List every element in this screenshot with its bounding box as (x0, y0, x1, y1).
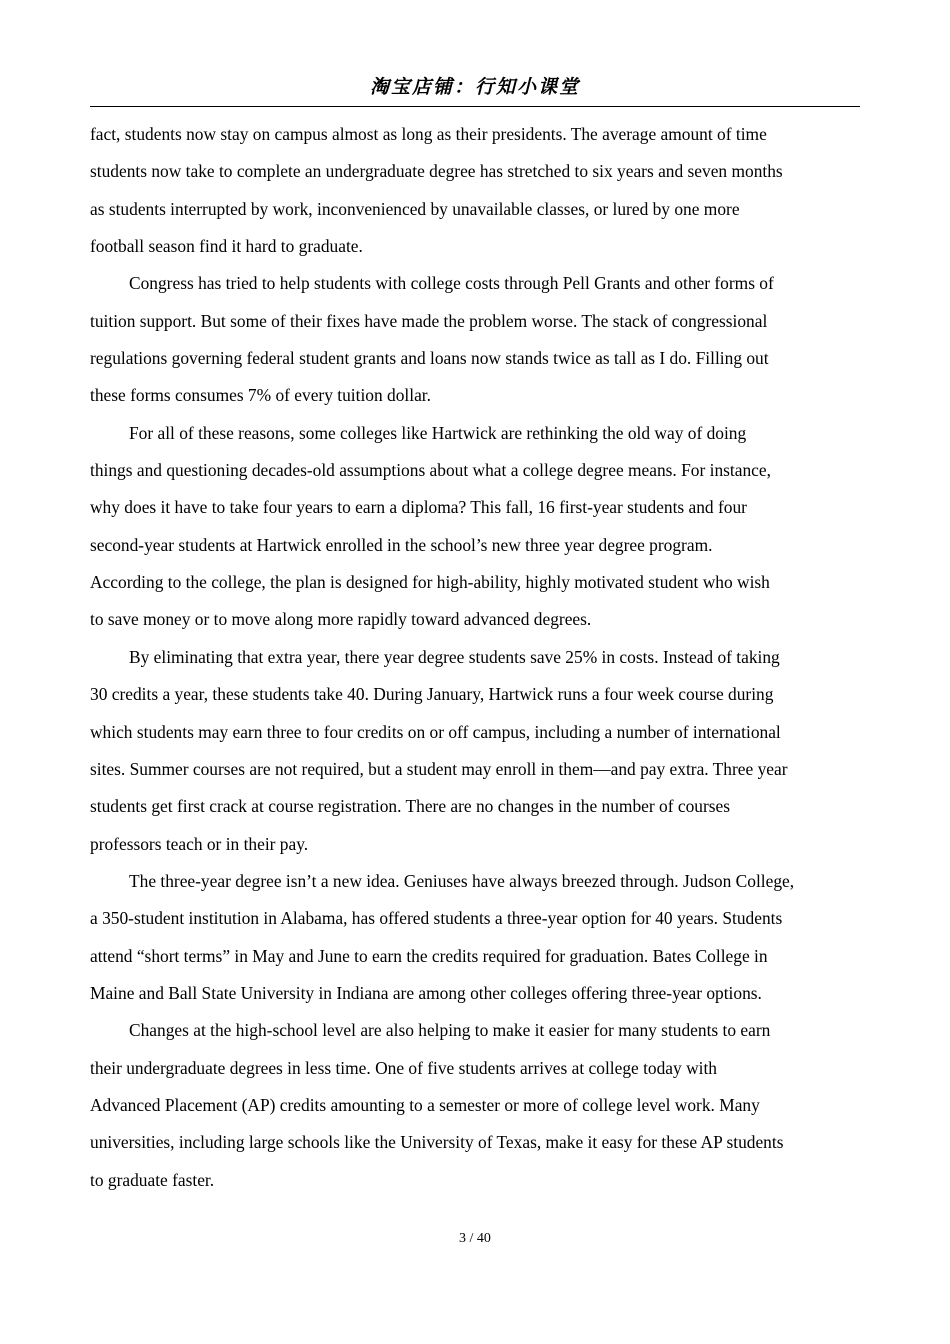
text-line: students now take to complete an undergraduate degree has stretched to six years and seven months (90, 161, 783, 182)
text-line: Changes at the high-school level are also helping to make it easier for many students to earn (129, 1020, 771, 1041)
page-number: 3 / 40 (459, 1231, 491, 1246)
text-line: sites. Summer courses are not required, but a student may enroll in them—and pay extra. Three year (90, 758, 788, 779)
text-line: The three-year degree isn’t a new idea. Geniuses have always breezed through. Judson College, (129, 870, 795, 891)
paragraph-2 (90, 265, 870, 414)
text-line: second-year students at Hartwick enrolled in the school’s new three year degree program. (90, 534, 713, 555)
text-line: football season find it hard to graduate. (90, 236, 363, 257)
text-line: why does it have to take four years to earn a diploma? This fall, 16 first-year students and four (90, 497, 747, 518)
paragraph-6 (90, 1012, 870, 1199)
text-line: 30 credits a year, these students take 40. During January, Hartwick runs a four week course during (90, 684, 774, 705)
text-line: By eliminating that extra year, there year degree students save 25% in costs. Instead of taking (129, 646, 780, 667)
text-line: For all of these reasons, some colleges like Hartwick are rethinking the old way of doing (129, 422, 747, 443)
header-divider (90, 106, 860, 107)
text-line: attend “short terms” in May and June to earn the credits required for graduation. Bates College in (90, 945, 768, 966)
text-line: things and questioning decades-old assumptions about what a college degree means. For instance, (90, 460, 771, 481)
text-line: these forms consumes 7% of every tuition dollar. (90, 385, 431, 406)
paragraph-3 (90, 415, 870, 639)
text-line: tuition support. But some of their fixes have made the problem worse. The stack of congressional (90, 310, 768, 331)
text-line: which students may earn three to four credits on or off campus, including a number of international (90, 721, 781, 742)
text-line: According to the college, the plan is designed for high-ability, highly motivated student who wish (90, 572, 770, 593)
text-line: a 350-student institution in Alabama, has offered students a three-year option for 40 years. Students (90, 908, 783, 929)
text-line: fact, students now stay on campus almost as long as their presidents. The average amount of time (90, 124, 767, 144)
text-line: Congress has tried to help students with college costs through Pell Grants and other forms of (129, 273, 774, 294)
paragraph-1 (90, 116, 870, 265)
paragraph-4 (90, 639, 870, 863)
text-line: Advanced Placement (AP) credits amounting to a semester or more of college level work. Many (90, 1094, 760, 1115)
text-line: as students interrupted by work, inconvenienced by unavailable classes, or lured by one more (90, 198, 740, 219)
text-line: universities, including large schools like the University of Texas, make it easy for these AP students (90, 1132, 784, 1153)
text-line: regulations governing federal student grants and loans now stands twice as tall as I do. Filling out (90, 348, 769, 369)
text-line: Maine and Ball State University in Indiana are among other colleges offering three-year options. (90, 982, 762, 1003)
text-line: professors teach or in their pay. (90, 833, 309, 854)
paragraph-5 (90, 863, 870, 1012)
document-body (90, 116, 870, 1199)
text-line: to save money or to move along more rapidly toward advanced degrees. (90, 609, 592, 630)
text-line: their undergraduate degrees in less time. One of five students arrives at college today with (90, 1057, 717, 1078)
text-line: students get first crack at course registration. There are no changes in the number of courses (90, 796, 731, 817)
page-header-title: 淘宝店铺：行知小课堂 (369, 76, 580, 98)
text-line: to graduate faster. (90, 1169, 215, 1190)
